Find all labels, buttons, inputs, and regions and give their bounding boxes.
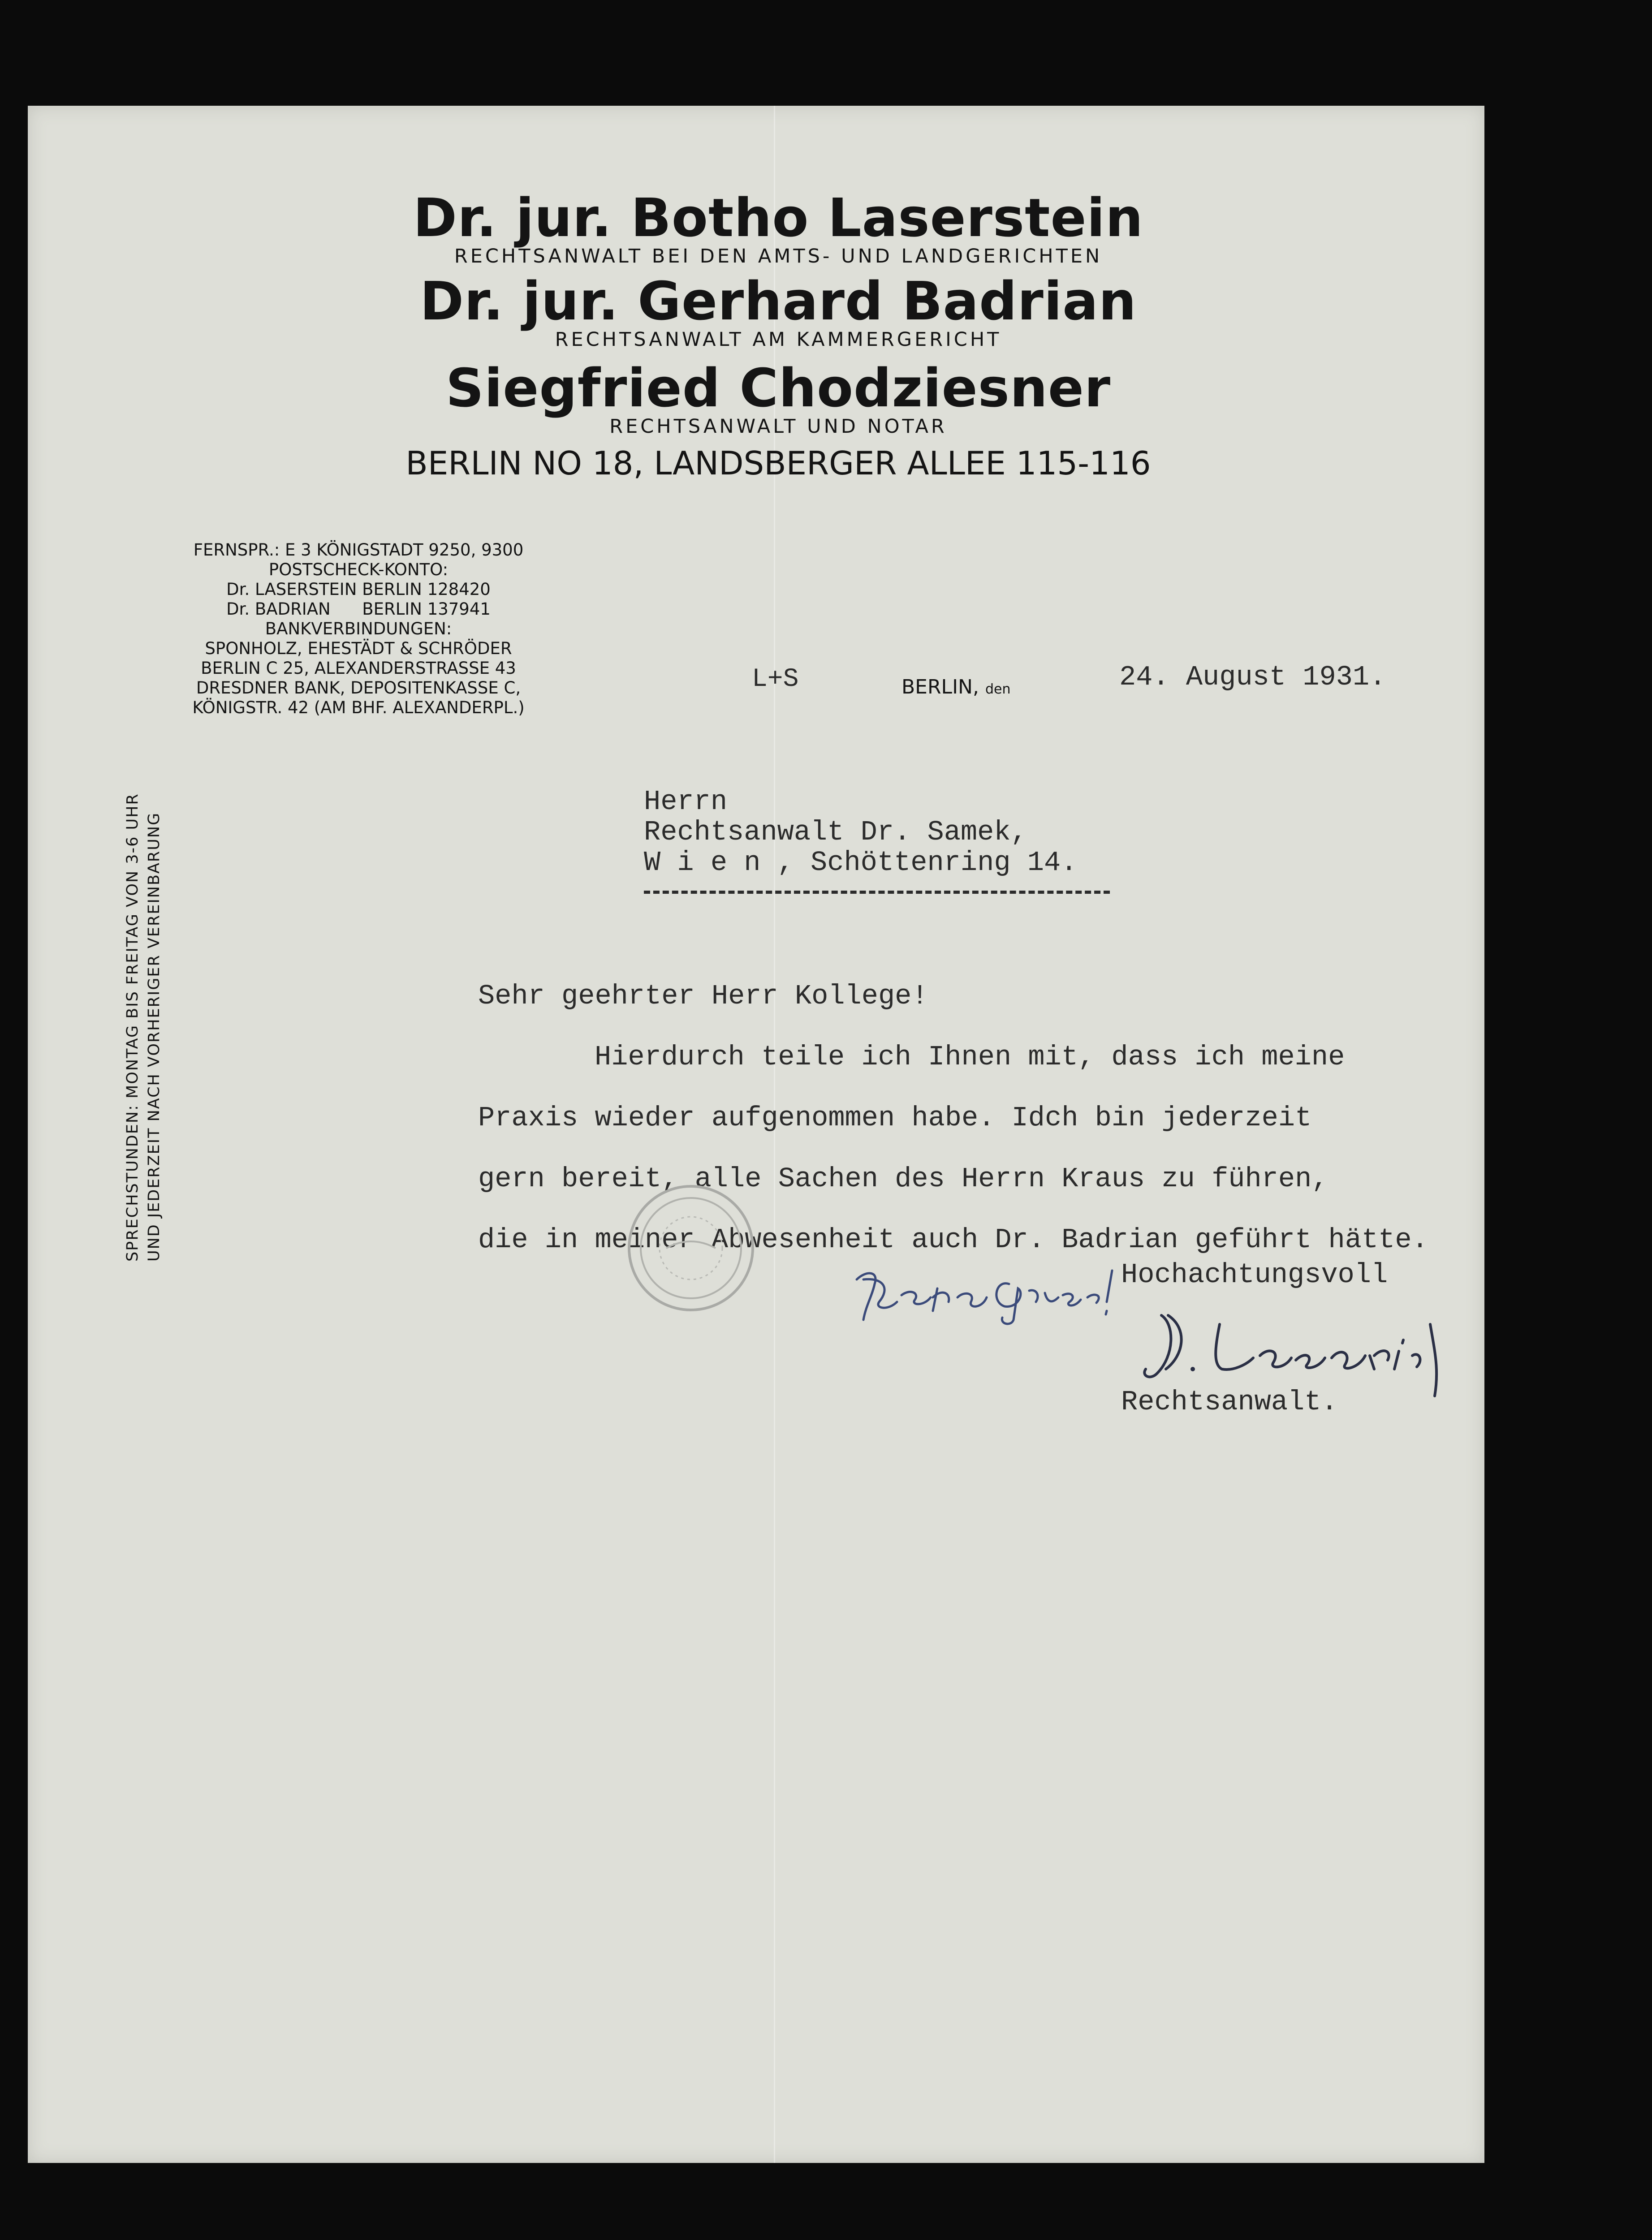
letterhead-title-1: RECHTSANWALT BEI DEN AMTS- UND LANDGERICHTEN [454,245,1103,267]
recipient-line-1: Herrn [644,786,728,818]
body-line-4: die in meiner Abwesenheit auch Dr. Badrian geführt hätte. [478,1224,1428,1256]
contact-bank-1: SPONHOLZ, EHESTÄDT & SCHRÖDER [205,639,512,658]
place-city: BERLIN, [901,676,979,698]
recipient-address [644,787,1077,878]
contact-bank-4: KÖNIGSTR. 42 (AM BHF. ALEXANDERPL.) [192,698,525,717]
contact-postcheck-heading: POSTSCHECK-KONTO: [268,560,449,579]
letter-body [478,966,1428,1271]
body-line-3: gern bereit, alle Sachen des Herrn Kraus zu führen, [478,1163,1329,1195]
contact-postcheck-1: Dr. LASERSTEIN BERLIN 128420 [226,580,491,599]
contact-bank-3: DRESDNER BANK, DEPOSITENKASSE C, [196,678,521,698]
recipient-underline [644,891,1110,894]
contact-block [121,540,596,718]
contact-phone: FERNSPR.: E 3 KÖNIGSTADT 9250, 9300 [193,540,524,560]
body-line-2: Praxis wieder aufgenommen habe. Idch bin jederzeit [478,1102,1312,1134]
letterhead-name-1: Dr. jur. Botho Laserstein [413,187,1143,249]
letterhead [341,187,1215,482]
reference-initials: L+S [752,665,799,694]
letterhead-name-3: Siegfried Chodziesner [445,357,1111,419]
letterhead-title-2: RECHTSANWALT AM KAMMERGERICHT [555,328,1002,351]
office-hours-line-2: UND JEDERZEIT NACH VORHERIGER VEREINBARUNG [145,812,163,1262]
recipient-line-2: Rechtsanwalt Dr. Samek, [644,816,1027,848]
body-line-1: Hierdurch teile ich Ihnen mit, dass ich meine [595,1041,1345,1073]
office-hours-line-1: SPRECHSTUNDEN: MONTAG BIS FREITAG VON 3-6 UHR [124,793,142,1262]
letterhead-address: BERLIN NO 18, LANDSBERGER ALLEE 115-116 [405,444,1151,482]
letterhead-title-3: RECHTSANWALT UND NOTAR [609,415,947,438]
signature [1126,1297,1484,1400]
contact-bank-heading: BANKVERBINDUNGEN: [265,619,452,638]
letter-date: 24. August 1931. [1119,661,1386,693]
contact-postcheck-2: Dr. BADRIAN BERLIN 137941 [226,599,491,619]
place-suffix: den [985,681,1011,697]
salutation: Sehr geehrter Herr Kollege! [478,980,928,1012]
faded-stamp [624,1181,758,1315]
handwritten-greeting [848,1253,1134,1329]
letter-page [28,106,1484,2163]
recipient-line-3: W i e n , Schöttenring 14. [644,847,1078,879]
contact-bank-2: BERLIN C 25, ALEXANDERSTRASSE 43 [201,659,516,678]
closing-phrase: Hochachtungsvoll [1121,1259,1388,1291]
office-hours-vertical [122,679,167,1262]
letterhead-name-2: Dr. jur. Gerhard Badrian [420,270,1137,332]
signatory-title: Rechtsanwalt. [1121,1386,1338,1418]
place-label [901,676,1010,698]
